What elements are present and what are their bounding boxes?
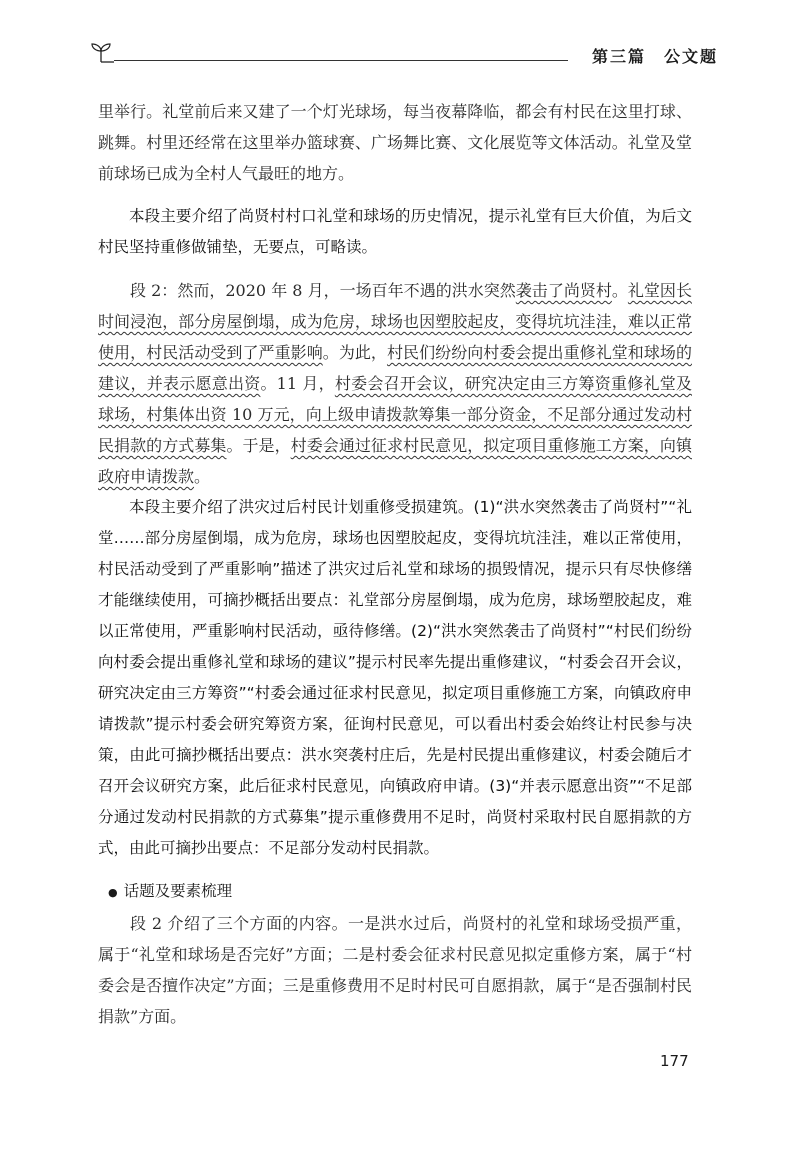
page-number: 177	[660, 1052, 689, 1070]
page-header	[88, 40, 718, 70]
bullet-icon: ●	[108, 886, 118, 899]
seg2-part: 。	[194, 467, 211, 486]
analysis-segment-2: 本段主要介绍了洪灾过后村民计划重修受损建筑。(1)“洪水突然袭击了尚贤村”“礼堂……部分房屋倒塌，成为危房，球场也因塑胶起皮，变得坑坑洼洼，难以正常使用，村民活动受到了严重影响”描述了洪灾过后礼堂和球场的损毁情况，提示只有尽快修缮才能继续使用，可摘抄概括出要点：礼堂部分房屋倒塌，成为危房，球场塑胶起皮，难以正常使用，严重影响村民活动，亟待修缮。(2)“洪水突然袭击了尚贤村”“村民们纷纷向村委会提出重修礼堂和球场的建议”提示村民率先提出重修建议，“村委会召开会议，研究决定由三方筹资”“村委会通过征求村民意见，拟定项目重修施工方案，向镇政府申请拨款”提示村委会研究筹资方案，征询村民意见，可以看出村委会始终让村民参与决策，由此可摘抄概括出要点：洪水突袭村庄后，先是村民提出重修建议，村委会随后才召开会议研究方案，此后征求村民意见，向镇政府申请。(3)“并表示愿意出资”“不足部分通过发动村民捐款的方式募集”提示重修费用不足时，尚贤村采取村民自愿捐款的方式，由此可摘抄出要点：不足部分发动村民捐款。	[98, 498, 692, 857]
seg2-part: 。11 月，	[260, 374, 335, 393]
page-content	[98, 96, 692, 1032]
seg2-part: 。于是，	[226, 436, 291, 455]
sprout-icon	[88, 42, 114, 64]
seg2-part: 。为此，	[322, 343, 387, 362]
topic-summary: 段 2 介绍了三个方面的内容。一是洪水过后，尚贤村的礼堂和球场受损严重，属于“礼堂和球场是否完好”方面；二是村委会征求村民意见拟定重修方案，属于“村委会是否擅作决定”方面；三是重修费用不足时村民可自愿捐款，属于“是否强制村民捐款”方面。	[98, 914, 692, 1026]
seg2-underlined: 村委会召开会议，研究决定由三方筹资重修礼堂及球场，村集体出资 10 万元，向上级申请拨款筹集一部分资金，不足部分通过发动村民捐款的方式募集	[98, 374, 692, 455]
seg2-underlined: 村民们纷纷向村委会提出重修礼堂和球场的建议，并表示愿意出资	[98, 343, 692, 393]
seg2-part: 段 2：然而，2020 年 8 月，一场百年不遇的洪水突然	[130, 281, 516, 300]
bullet-heading: 话题及要素梳理	[123, 882, 233, 900]
section-title: 第三篇 公文题	[591, 47, 718, 66]
seg2-underlined: 袭击了尚贤村	[515, 281, 612, 300]
bullet-heading-row	[98, 876, 692, 908]
seg2-underlined: 村委会通过征求村民意见，拟定项目重修施工方案，向镇政府申请拨款	[98, 436, 692, 486]
seg2-part: 。	[611, 281, 628, 300]
passage-intro: 里举行。礼堂前后来又建了一个灯光球场，每当夜幕降临，都会有村民在这里打球、跳舞。村里还经常在这里举办篮球赛、广场舞比赛、文化展览等文体活动。礼堂及堂前球场已成为全村人气最旺的地方。	[98, 102, 692, 183]
analysis-intro: 本段主要介绍了尚贤村村口礼堂和球场的历史情况，提示礼堂有巨大价值，为后文村民坚持重修做铺垫，无要点，可略读。	[98, 207, 692, 256]
header-rule	[114, 60, 568, 61]
seg2-underlined: 礼堂因长时间浸泡，部分房屋倒塌，成为危房，球场也因塑胶起皮，变得坑坑洼洼，难以正常使用，村民活动受到了严重影响	[98, 281, 692, 362]
segment-2-passage	[98, 275, 692, 492]
